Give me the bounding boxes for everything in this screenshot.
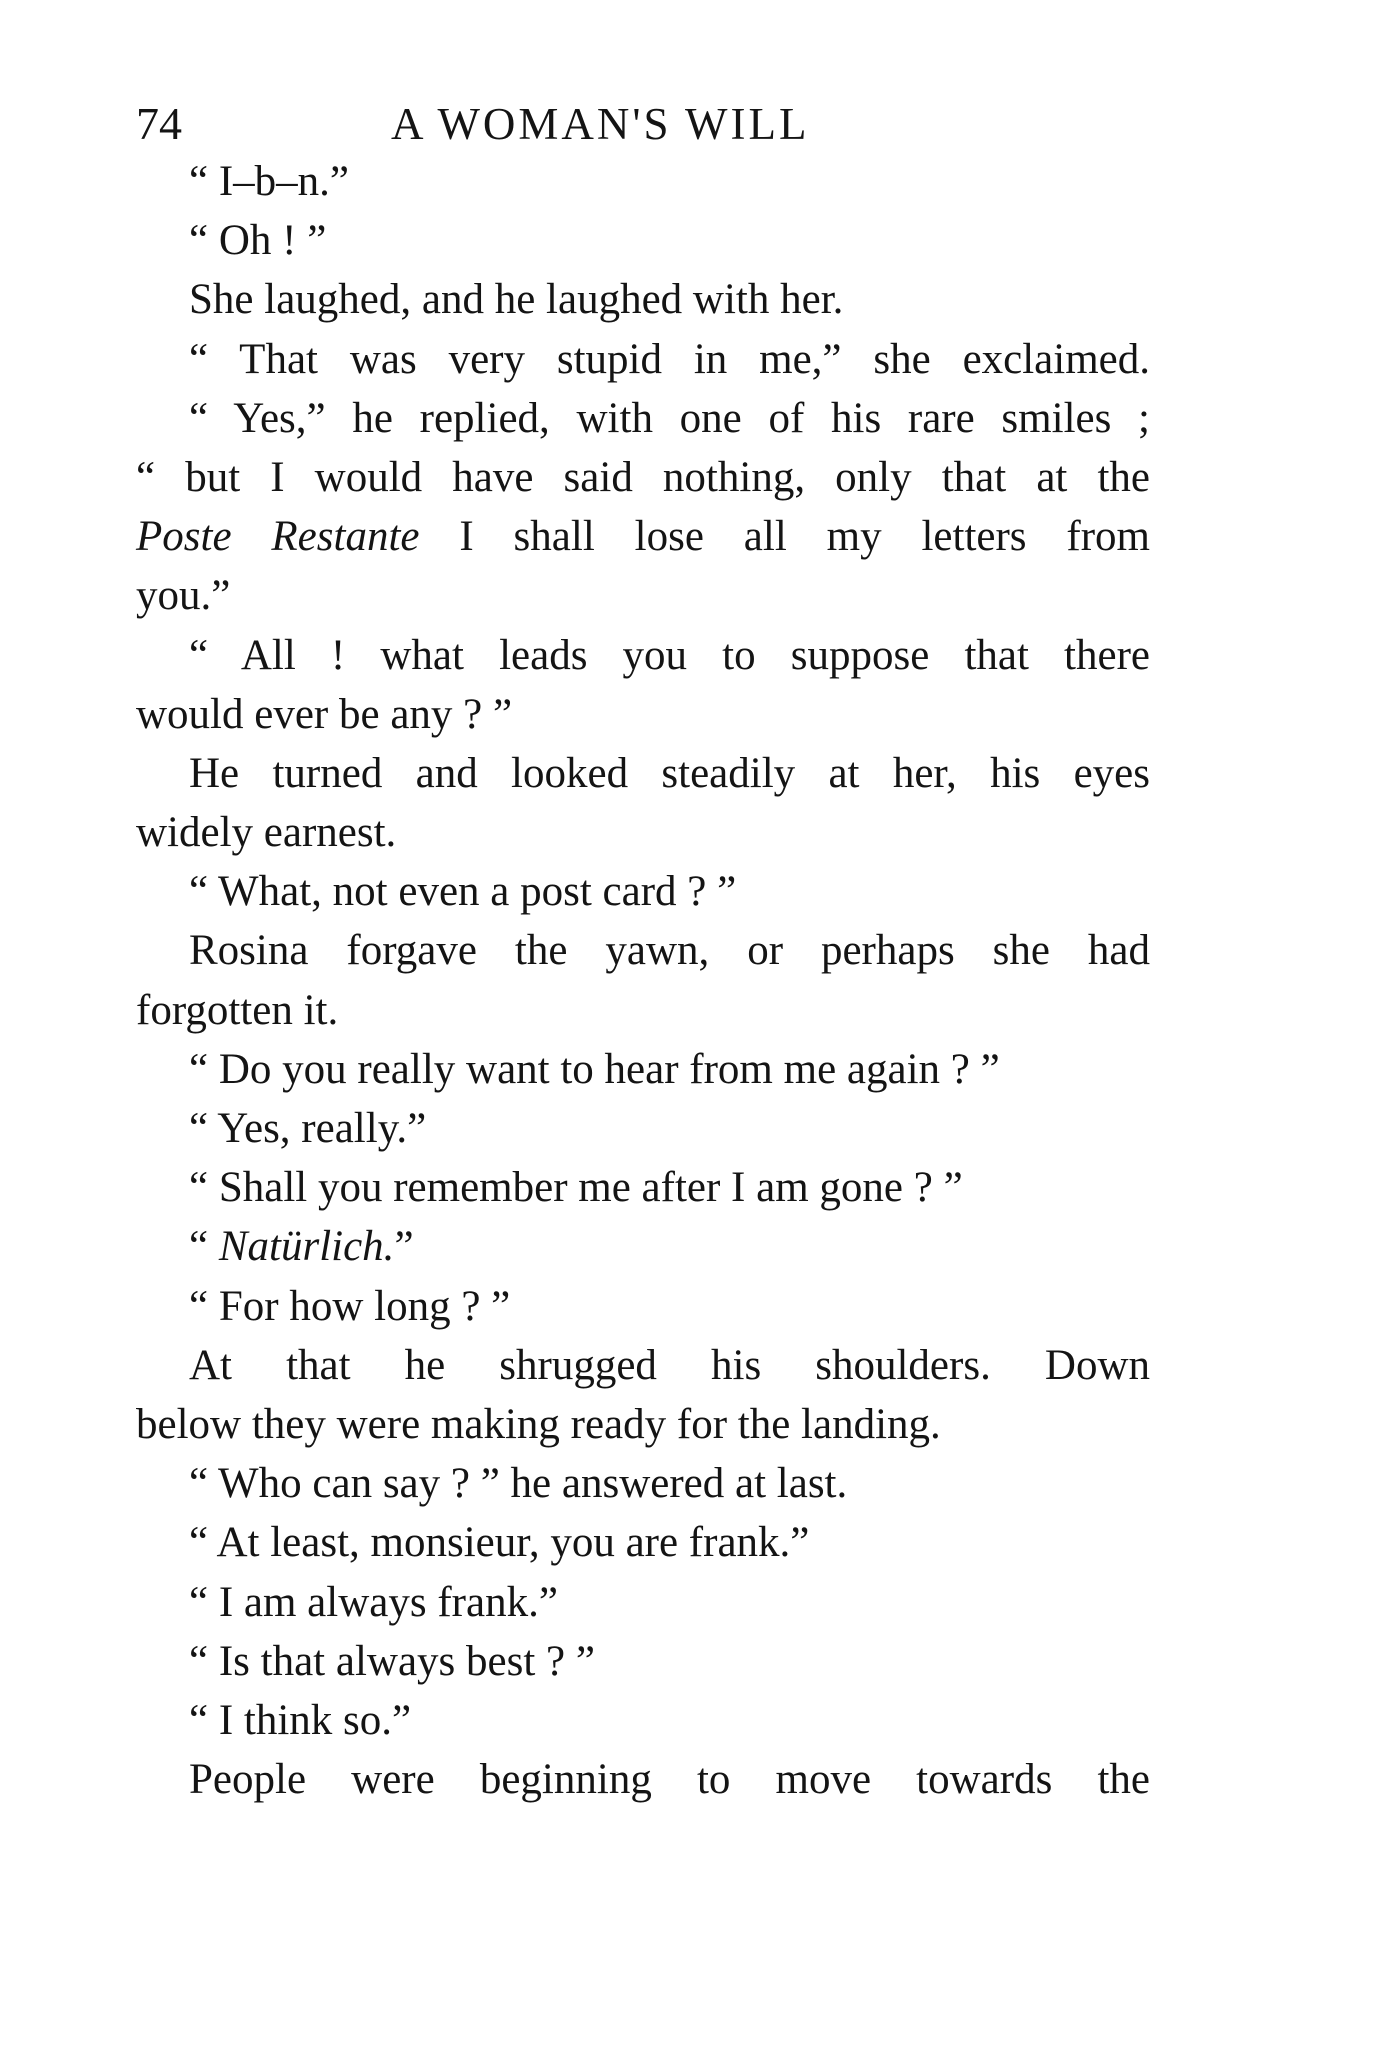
text-line: Rosina forgave the yawn, or perhaps she had — [189, 927, 1150, 975]
text-line: “ All ! what leads you to suppose that there — [189, 631, 1150, 679]
text-line — [136, 1217, 1150, 1276]
text-line: below they were making ready for the landing. — [136, 1400, 941, 1448]
italic-phrase: Poste Restante — [136, 513, 420, 561]
page-number: 74 — [136, 98, 182, 149]
text-line: He turned and looked steadily at her, his eyes — [189, 749, 1150, 797]
page-header — [136, 94, 1136, 154]
quote-open: “ — [189, 1223, 219, 1271]
quote-close: ” — [394, 1223, 414, 1271]
text-line: “ That was very stupid in me,” she exclaimed. — [189, 335, 1150, 383]
text-line: “ Yes, really.” — [189, 1105, 427, 1152]
text-line: “ I think so.” — [189, 1696, 412, 1744]
text-line: “ For how long ? ” — [189, 1282, 511, 1330]
text-line: “ Do you really want to hear from me again ? ” — [189, 1045, 1000, 1093]
text-line: “ Yes,” he replied, with one of his rare smiles ; — [189, 394, 1150, 442]
text-line: “ What, not even a post card ? ” — [189, 868, 737, 916]
text-line: “ but I would have said nothing, only that at the — [136, 453, 1150, 501]
text-line: “ Who can say ? ” he answered at last. — [189, 1460, 848, 1508]
text-line: you.” — [136, 572, 231, 620]
body-text — [136, 152, 1150, 1809]
text-line: “ Is that always best ? ” — [189, 1637, 595, 1685]
text-line: would ever be any ? ” — [136, 690, 513, 738]
text-line: “ At least, monsieur, you are frank.” — [189, 1519, 810, 1567]
text-line — [136, 507, 1150, 566]
text-line: She laughed, and he laughed with her. — [189, 276, 844, 324]
text-line: widely earnest. — [136, 809, 397, 857]
running-title: A WOMAN'S WILL — [391, 99, 810, 149]
text-run: I shall lose all my letters from — [419, 513, 1150, 561]
text-line: “ Oh ! ” — [189, 217, 327, 265]
text-line: “ Shall you remember me after I am gone ? ” — [189, 1164, 963, 1212]
text-line: “ I am always frank.” — [189, 1578, 558, 1626]
text-line: At that he shrugged his shoulders. Down — [189, 1341, 1150, 1389]
text-line: “ I–b–n.” — [189, 158, 349, 205]
text-line: forgotten it. — [136, 986, 339, 1034]
text-line: People were beginning to move towards the — [189, 1756, 1150, 1804]
italic-phrase: Natürlich. — [218, 1223, 395, 1271]
